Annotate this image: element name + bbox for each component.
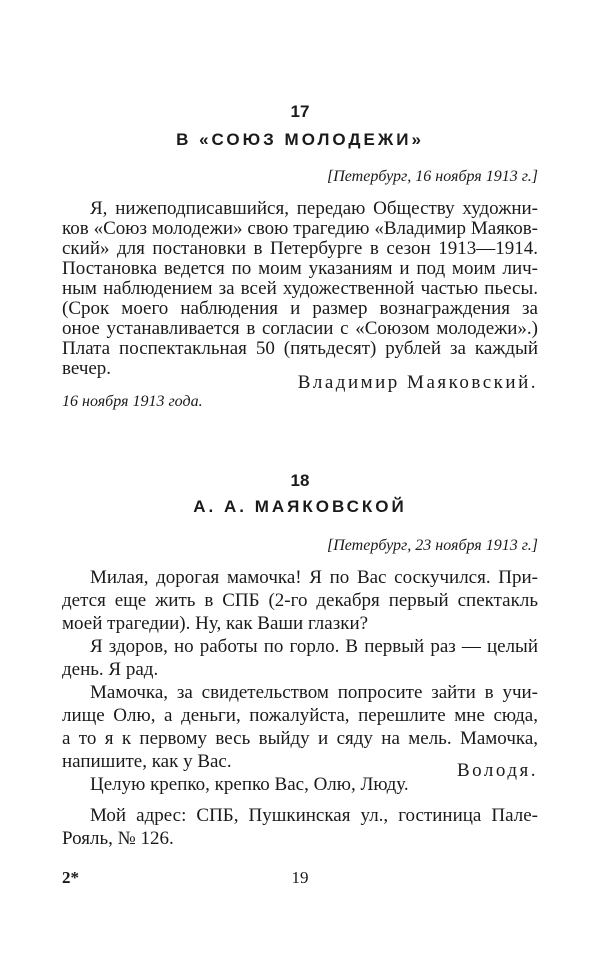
page-number: 19 <box>291 868 309 887</box>
letter-17-line: ным наблюдением за всей художественной частью пьесы. <box>62 278 538 299</box>
letter-18-line: Милая, дорогая мамочка! Я по Вас соскучился. При- <box>90 567 538 588</box>
letter-18-signature: Володя. <box>456 760 538 781</box>
letter-17-title: В «СОЮЗ МОЛОДЕЖИ» <box>176 130 424 149</box>
letter-17-line: Я, нижеподписавшийся, передаю Обществу художни- <box>90 198 538 219</box>
letter-17-line: ков «Союз молодежи» свою трагедию «Владимир Маяков- <box>62 218 538 239</box>
postscript-line: Рояль, № 126. <box>62 828 174 849</box>
letter-18-line: Мамочка, за свидетельством попросите зайти в учи- <box>90 682 538 703</box>
letter-18-line: Я здоров, но работы по горло. В первый раз — целый <box>90 636 538 657</box>
letter-18-line: лище Олю, а деньги, пожалуйста, перешлите мне сюда, <box>62 705 538 726</box>
letter-17-number: 17 <box>290 102 310 121</box>
letter-18-number: 18 <box>290 471 310 490</box>
letter-18-line: а то я к первому весь выйду и сяду на мель. Мамочка, <box>62 728 538 749</box>
letter-18-title: А. А. МАЯКОВСКОЙ <box>193 497 407 516</box>
letter-18-line: напишите, как у Вас. <box>62 751 232 772</box>
letter-17-line: ский» для постановки в Петербурге в сезон 1913—1914. <box>62 238 538 259</box>
letter-17-line: оное устанавливается в согласии с «Союзом молодежи».) <box>62 318 538 339</box>
letter-17-date: 16 ноября 1913 года. <box>62 393 203 410</box>
letter-18-line: моей трагедии). Ну, как Ваши глазки? <box>62 613 369 634</box>
letter-18-line: Целую крепко, крепко Вас, Олю, Люду. <box>90 774 409 795</box>
letter-17-dateline: [Петербург, 16 ноября 1913 г.] <box>327 168 538 185</box>
signature-mark: 2* <box>62 868 79 887</box>
letter-18-line: дется еще жить в СПБ (2-го декабря первый спектакль <box>62 590 538 611</box>
letter-17-line: (Срок моего наблюдения и размер вознаграждения за <box>62 298 538 319</box>
letter-18-line: день. Я рад. <box>62 659 159 680</box>
letter-17-line: вечер. <box>62 358 112 379</box>
letter-17-line: Постановка ведется по моим указаниям и под моим лич- <box>62 258 538 279</box>
letter-17-signature: Владимир Маяковский. <box>297 372 538 393</box>
letter-18-dateline: [Петербург, 23 ноября 1913 г.] <box>327 537 538 554</box>
postscript-line: Мой адрес: СПБ, Пушкинская ул., гостиница Пале- <box>90 805 538 826</box>
letter-17-line: Плата поспектакльная 50 (пятьдесят) рублей за каждый <box>62 338 538 359</box>
